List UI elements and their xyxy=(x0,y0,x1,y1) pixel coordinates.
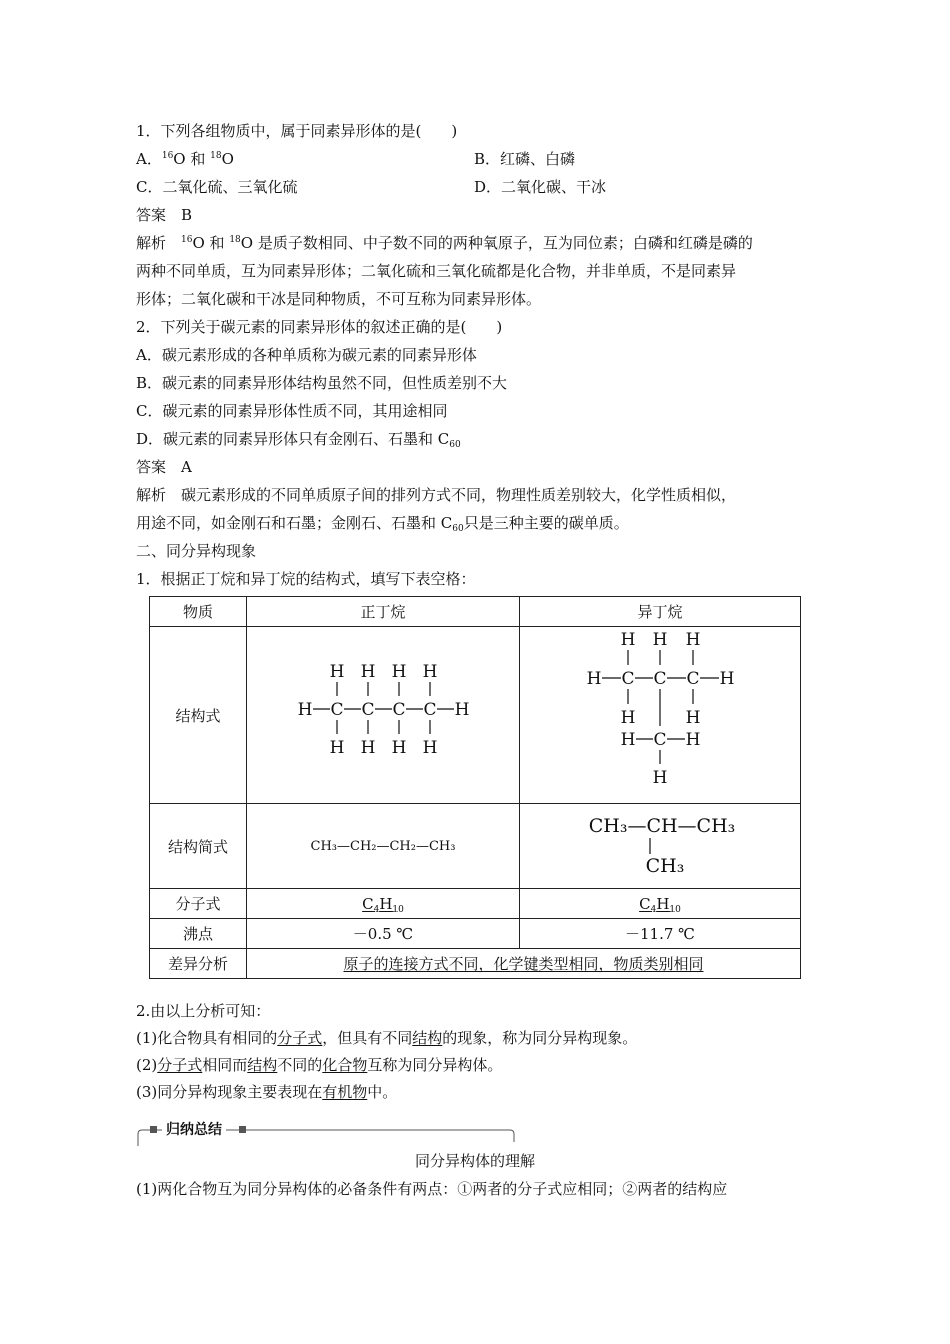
conclusion-line-3: (3)同分异构现象主要表现在有机物中。 xyxy=(136,1083,398,1101)
atom-h: H xyxy=(454,700,470,720)
conclusion-line-2: (2)分子式相同而结构不同的化合物互称为同分异构体。 xyxy=(136,1056,503,1074)
difference-analysis: 原子的连接方式不同，化学键类型相同，物质类别相同 xyxy=(247,949,801,979)
q2-explanation-line2: 用途不同，如金刚石和石墨；金刚石、石墨和 $C_{60}$只是三种主要的碳单质。 xyxy=(136,514,629,534)
n-butane-molecular-formula: $C_4H_{10}$ xyxy=(247,889,520,919)
summary-square-left xyxy=(150,1126,157,1133)
atom-h: H xyxy=(329,738,345,758)
n-butane-structure-cell xyxy=(247,627,520,804)
q1-options-cd xyxy=(136,176,816,198)
isobutane-simplified-branch: CH₃ xyxy=(645,855,685,877)
n-butane-simplified: CH₃—CH₂—CH₂—CH₃ xyxy=(247,804,520,889)
atom-h: H xyxy=(620,708,636,728)
atom-h: H xyxy=(685,708,701,728)
atom-h: H xyxy=(652,768,668,788)
summary-title: 同分异构体的理解 xyxy=(414,1152,535,1170)
q1-stem: 1．下列各组物质中，属于同素异形体的是( ) xyxy=(136,122,458,140)
atom-h: H xyxy=(620,730,636,750)
table-row-difference xyxy=(150,949,801,979)
q2-answer: 答案 A xyxy=(136,458,192,476)
atom-c: C xyxy=(423,700,437,720)
isobutane-simplified-main-chain: CH₃—CH—CH₃ xyxy=(588,815,736,837)
atom-c: C xyxy=(392,700,406,720)
isobutane-simplified-cell xyxy=(520,804,801,889)
atom-c: C xyxy=(621,669,635,689)
q2-option-c: C．碳元素的同素异形体性质不同，其用途相同 xyxy=(136,402,448,420)
atom-h: H xyxy=(620,630,636,650)
atom-h: H xyxy=(391,738,407,758)
isobutane-molecular-formula: $C_4H_{10}$ xyxy=(520,889,801,919)
q1-option-c: C．二氧化硫、三氧化硫 xyxy=(136,178,298,196)
atom-c: C xyxy=(686,669,700,689)
atom-h: H xyxy=(297,700,313,720)
isobutane-structure-cell xyxy=(520,627,801,804)
header-substance: 物质 xyxy=(150,597,247,627)
atom-c: C xyxy=(653,669,667,689)
atom-c: C xyxy=(361,700,375,720)
atom-h: H xyxy=(586,669,602,689)
atom-h: H xyxy=(719,669,735,689)
atom-h: H xyxy=(329,662,345,682)
isobutane-simplified-formula xyxy=(520,804,800,884)
q1-option-b: B．红磷、白磷 xyxy=(474,150,576,168)
atom-h: H xyxy=(360,662,376,682)
table-row-boiling-point xyxy=(150,919,801,949)
table-row-simplified-formula xyxy=(150,804,801,889)
label-boiling-point: 沸点 xyxy=(150,919,247,949)
atom-h: H xyxy=(685,730,701,750)
table-row-structural-formula xyxy=(150,627,801,804)
q1-answer: 答案 B xyxy=(136,206,193,224)
summary-badge: 归纳总结 xyxy=(162,1119,226,1139)
isomer-comparison-table xyxy=(149,596,801,979)
header-n-butane: 正丁烷 xyxy=(247,597,520,627)
q1-explanation-line2: 两种不同单质，互为同素异形体；二氧化硫和三氧化硫都是化合物，并非单质，不是同素异 xyxy=(136,262,737,280)
q1-options-ab xyxy=(136,148,816,170)
atom-h: H xyxy=(652,630,668,650)
atom-c: C xyxy=(653,730,667,750)
label-difference: 差异分析 xyxy=(150,949,247,979)
atom-h: H xyxy=(422,738,438,758)
table-header-row xyxy=(150,597,801,627)
atom-h: H xyxy=(422,662,438,682)
isobutane-structural-formula xyxy=(520,627,800,799)
atom-h: H xyxy=(360,738,376,758)
label-simplified-formula: 结构简式 xyxy=(150,804,247,889)
label-molecular-formula: 分子式 xyxy=(150,889,247,919)
conclusion-intro: 2.由以上分析可知： xyxy=(136,1002,271,1020)
q2-option-a: A．碳元素形成的各种单质称为碳元素的同素异形体 xyxy=(136,346,477,364)
n-butane-boiling-point: －0.5 ℃ xyxy=(247,919,520,949)
summary-square-right xyxy=(239,1126,246,1133)
conclusion-line-1: (1)化合物具有相同的分子式，但具有不同结构的现象，称为同分异构现象。 xyxy=(136,1029,638,1047)
summary-line-1: (1)两化合物互为同分异构体的必备条件有两点：①两者的分子式应相同；②两者的结构应 xyxy=(136,1180,728,1198)
q2-option-b: B．碳元素的同素异形体结构虽然不同，但性质差别不大 xyxy=(136,374,508,392)
n-butane-structural-formula xyxy=(247,627,519,799)
q1-option-d: D．二氧化碳、干冰 xyxy=(474,178,607,196)
header-isobutane: 异丁烷 xyxy=(520,597,801,627)
isobutane-boiling-point: －11.7 ℃ xyxy=(520,919,801,949)
atom-h: H xyxy=(391,662,407,682)
q1-explanation-line1: 解析 $^{16}$O 和 $^{18}$O 是质子数相同、中子数不同的两种氧原子，互为同位素；白磷和红磷是磷的 xyxy=(136,234,753,252)
section-item-1: 1．根据正丁烷和异丁烷的结构式，填写下表空格： xyxy=(136,570,476,588)
label-structural-formula: 结构式 xyxy=(150,627,247,804)
q2-stem: 2．下列关于碳元素的同素异形体的叙述正确的是( ) xyxy=(136,318,503,336)
atom-c: C xyxy=(330,700,344,720)
q2-option-d: D．碳元素的同素异形体只有金刚石、石墨和 $C_{60}$ xyxy=(136,430,461,450)
q2-explanation-line1: 解析 碳元素形成的不同单质原子间的排列方式不同，物理性质差别较大，化学性质相似， xyxy=(136,486,737,504)
q1-explanation-line3: 形体；二氧化碳和干冰是同种物质，不可互称为同素异形体。 xyxy=(136,290,542,308)
table-row-molecular-formula xyxy=(150,889,801,919)
atom-h: H xyxy=(685,630,701,650)
section-heading: 二、同分异构现象 xyxy=(136,542,257,560)
q1-option-a: A．$^{16}$O 和 $^{18}$O xyxy=(136,150,234,168)
